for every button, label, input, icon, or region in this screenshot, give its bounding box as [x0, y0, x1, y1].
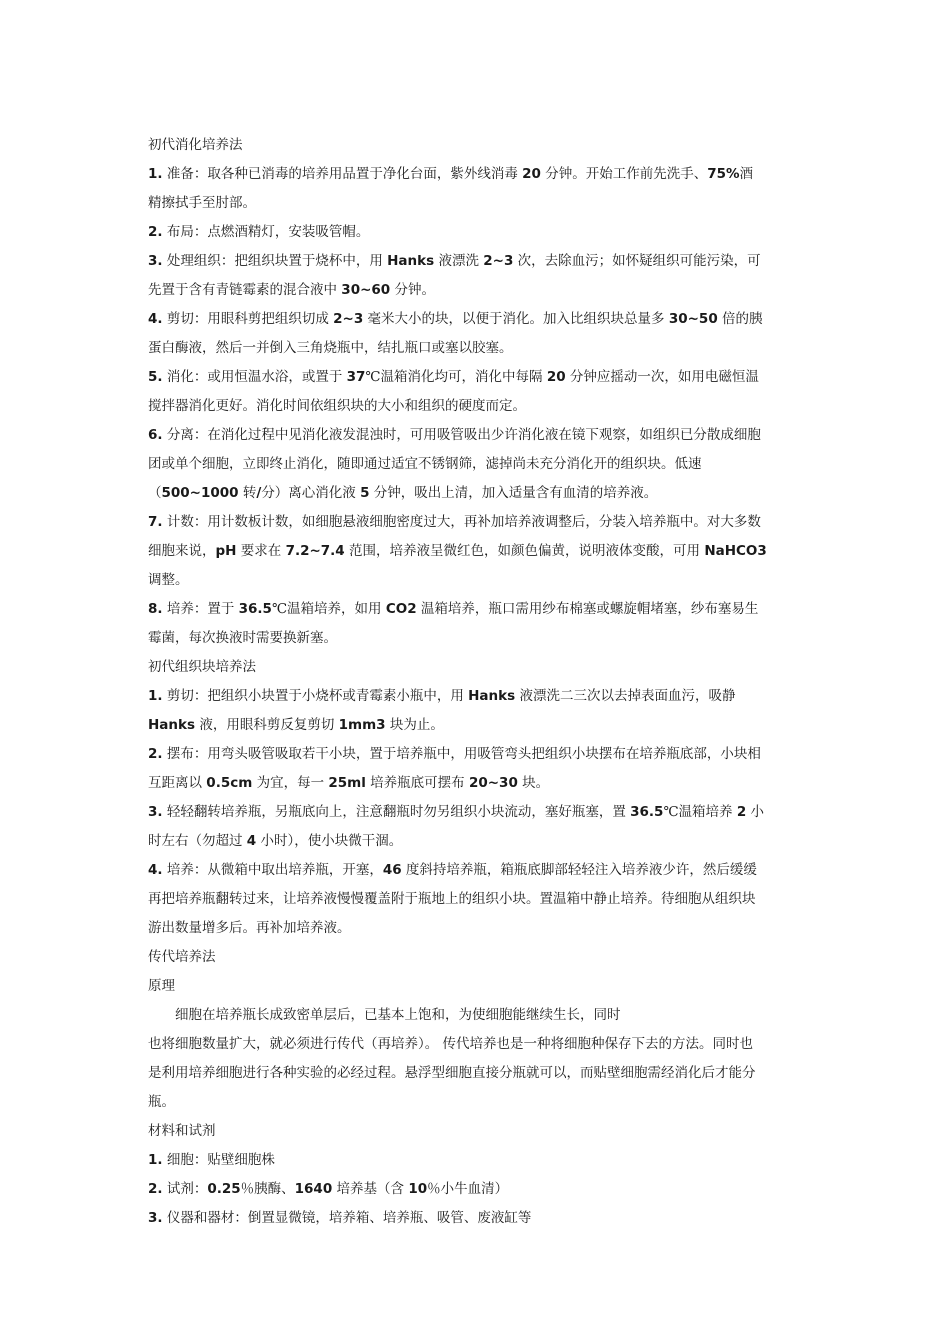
text-run: 准备：取各种已消毒的培养用品置于净化台面，紫外线消毒 — [166, 166, 523, 182]
item-number: 3. — [148, 253, 163, 269]
bold-value: 10 — [408, 1181, 428, 1197]
text-run: 倍的胰 — [717, 311, 763, 327]
item-number: 3. — [148, 1210, 163, 1226]
text-run: ℃温箱消化均可，消化中每隔 — [365, 369, 547, 385]
text-run: ℃温箱培养，如用 — [271, 601, 386, 617]
bold-value: 2 — [736, 804, 747, 820]
text-run: ℃温箱培养 — [663, 804, 737, 820]
text-run: 分钟。 — [390, 282, 435, 298]
text-run: ％小牛血清） — [427, 1181, 509, 1197]
text-run: 细胞：贴壁细胞株 — [166, 1152, 275, 1168]
text-run: 先置于含有青链霉素的混合液中 — [148, 282, 342, 298]
text-run: 布局：点燃酒精灯，安装吸管帽。 — [166, 224, 370, 240]
list-item — [148, 1175, 808, 1204]
text-run: 消化：或用恒温水浴，或置于 — [166, 369, 347, 385]
text-line — [148, 769, 808, 798]
bold-value: Hanks — [387, 253, 435, 269]
list-item — [148, 856, 808, 943]
list-item — [148, 1204, 808, 1233]
text-line — [148, 276, 808, 305]
text-run: 范围，培养液呈微红色，如颜色偏黄，说明液体变酸，可用 — [344, 543, 705, 559]
text-run: 酒 — [739, 166, 754, 182]
text-run: 液，用眼科剪反复剪切 — [195, 717, 339, 733]
text-run: 分钟应摇动一次，如用电磁恒温 — [565, 369, 759, 385]
text-run: 再把培养瓶翻转过来，让培养液慢慢覆盖附于瓶地上的组织小块。置温箱中静止培养。待细胞从组织块 — [148, 891, 756, 907]
text-run: 团或单个细胞，立即终止消化，随即通过适宜不锈钢筛，滤掉尚未充分消化开的组织块。低速 — [148, 456, 702, 472]
text-run: 游出数量增多后。再补加培养液。 — [148, 920, 351, 936]
text-line — [148, 508, 808, 537]
bold-value: Hanks — [468, 688, 516, 704]
list-item — [148, 508, 808, 595]
item-number: 2. — [148, 224, 163, 240]
item-number: 2. — [148, 1181, 163, 1197]
item-number: 2. — [148, 746, 163, 762]
text-run: 小时），使小块微干涸。 — [256, 833, 403, 849]
paragraph-line: 细胞在培养瓶长成致密单层后，已基本上饱和，为使细胞能继续生长，同时 — [175, 1007, 621, 1023]
text-run: 分钟，吸出上清，加入适量含有血清的培养液。 — [369, 485, 658, 501]
text-line — [148, 682, 808, 711]
bold-value: 2~3 — [483, 253, 514, 269]
text-line — [148, 160, 808, 189]
list-item — [148, 247, 808, 305]
bold-value: 0.5cm — [206, 775, 253, 791]
item-number: 6. — [148, 427, 163, 443]
text-line — [148, 566, 808, 595]
text-run: 轻轻翻转培养瓶，另瓶底向上，注意翻瓶时勿另组织小块流动，塞好瓶塞，置 — [166, 804, 631, 820]
text-run: 仪器和器材：倒置显微镜，培养箱、培养瓶、吸管、废液缸等 — [166, 1210, 532, 1226]
paragraph-line: 也将细胞数量扩大，就必须进行传代（再培养）。 传代培养也是一种将细胞种保存下去的方法。同时也 — [148, 1036, 754, 1052]
text-line — [148, 392, 808, 421]
text-run: 培养：从微箱中取出培养瓶，开塞， — [166, 862, 383, 878]
list-item — [148, 1146, 808, 1175]
paragraph — [148, 1001, 808, 1117]
text-run: 细胞来说， — [148, 543, 216, 559]
text-line — [148, 537, 808, 566]
text-line — [148, 740, 808, 769]
item-number: 5. — [148, 369, 163, 385]
item-number: 4. — [148, 311, 163, 327]
text-line — [148, 914, 808, 943]
bold-value: 4 — [246, 833, 257, 849]
text-run: 培养基（含 — [332, 1181, 409, 1197]
text-run: 搅拌器消化更好。消化时间依组织块的大小和组织的硬度而定。 — [148, 398, 526, 414]
document-body — [148, 131, 808, 1233]
text-run: 互距离以 — [148, 775, 207, 791]
text-line — [148, 450, 808, 479]
bold-value: pH — [215, 543, 237, 559]
text-run: 分钟。开始工作前先洗手、 — [540, 166, 708, 182]
text-run: 度斜持培养瓶，箱瓶底脚部轻轻注入培养液少许，然后缓缓 — [401, 862, 757, 878]
bold-value: 0.25 — [207, 1181, 241, 1197]
text-line — [148, 827, 808, 856]
item-number: 4. — [148, 862, 163, 878]
list-item — [148, 421, 808, 508]
text-line — [148, 189, 808, 218]
list-item — [148, 740, 808, 798]
bold-value: 37 — [346, 369, 366, 385]
text-run: 小 — [746, 804, 765, 820]
list-item — [148, 218, 808, 247]
text-run: 毫米大小的块，以便于消化。加入比组织块总量多 — [363, 311, 669, 327]
bold-value: 36.5 — [238, 601, 272, 617]
bold-value: 20 — [522, 166, 541, 182]
text-run: 块。 — [517, 775, 550, 791]
bold-value: 30~60 — [341, 282, 391, 298]
text-run: 试剂： — [166, 1181, 208, 1197]
text-run: （ — [148, 485, 162, 501]
text-run: ％胰酶、 — [240, 1181, 295, 1197]
list-item — [148, 305, 808, 363]
bold-value: 7.2~7.4 — [285, 543, 345, 559]
text-run: 时左右（勿超过 — [148, 833, 247, 849]
bold-value: NaHCO3 — [704, 543, 767, 559]
item-number: 3. — [148, 804, 163, 820]
text-line — [148, 334, 808, 363]
text-run: 剪切：把组织小块置于小烧杯或青霉素小瓶中，用 — [166, 688, 469, 704]
bold-value: 1640 — [294, 1181, 333, 1197]
paragraph-line: 是利用培养细胞进行各种实验的必经过程。悬浮型细胞直接分瓶就可以，而贴壁细胞需经消化后才能分 — [148, 1065, 756, 1081]
section — [148, 653, 808, 943]
subsection-title: 材料和试剂 — [148, 1123, 216, 1139]
text-line — [148, 798, 808, 827]
bold-value: 30~50 — [668, 311, 718, 327]
bold-value: 5 — [360, 485, 370, 501]
text-run: 转 — [238, 485, 257, 501]
bold-value: 500~1000 — [161, 485, 239, 501]
bold-value: / — [256, 485, 262, 501]
item-number: 1. — [148, 1152, 163, 1168]
item-number: 1. — [148, 688, 163, 704]
text-run: 液漂洗二三次以去掉表面血污，吸静 — [515, 688, 736, 704]
text-line — [148, 711, 808, 740]
text-line — [148, 1204, 808, 1233]
text-line — [148, 1146, 808, 1175]
text-line — [148, 856, 808, 885]
text-line — [148, 624, 808, 653]
bold-value: 46 — [382, 862, 402, 878]
text-run: 分离：在消化过程中见消化液发混浊时，可用吸管吸出少许消化液在镜下观察，如组织已分散成细胞 — [166, 427, 761, 443]
list-item — [148, 798, 808, 856]
text-run: 处理组织：把组织块置于烧杯中，用 — [166, 253, 388, 269]
item-number: 7. — [148, 514, 163, 530]
text-line — [148, 595, 808, 624]
section-title: 传代培养法 — [148, 949, 216, 965]
bold-value: 20~30 — [468, 775, 518, 791]
text-run: 要求在 — [236, 543, 286, 559]
paragraph-line: 瓶。 — [148, 1094, 175, 1110]
text-line — [148, 218, 808, 247]
text-line — [148, 363, 808, 392]
text-run: 培养：置于 — [166, 601, 239, 617]
text-run: 块为止。 — [385, 717, 444, 733]
text-line — [148, 421, 808, 450]
section — [148, 943, 808, 1233]
bold-value: 1mm3 — [338, 717, 386, 733]
text-run: 培养瓶底可摆布 — [365, 775, 469, 791]
list-item — [148, 682, 808, 740]
text-line — [148, 305, 808, 334]
text-run: 计数：用计数板计数，如细胞悬液细胞密度过大，再补加培养液调整后，分装入培养瓶中。对大多数 — [166, 514, 761, 530]
section — [148, 131, 808, 653]
section-title: 初代消化培养法 — [148, 137, 243, 153]
item-number: 8. — [148, 601, 163, 617]
list-item — [148, 160, 808, 218]
text-line — [148, 885, 808, 914]
list-item — [148, 595, 808, 653]
bold-value: 2~3 — [333, 311, 364, 327]
text-line — [148, 1175, 808, 1204]
text-run: 为宜，每一 — [252, 775, 329, 791]
list-item — [148, 363, 808, 421]
text-line — [148, 479, 808, 508]
text-run: 调整。 — [148, 572, 189, 588]
subsection-title: 原理 — [148, 978, 175, 994]
bold-value: Hanks — [148, 717, 196, 733]
bold-value: 75% — [707, 166, 740, 182]
bold-value: 20 — [546, 369, 566, 385]
bold-value: 25ml — [328, 775, 366, 791]
text-run: 霉菌，每次换液时需要换新塞。 — [148, 630, 337, 646]
text-run: 蛋白酶液，然后一并倒入三角烧瓶中，结扎瓶口或塞以胶塞。 — [148, 340, 513, 356]
text-run: 次，去除血污；如怀疑组织可能污染，可 — [513, 253, 761, 269]
text-line — [148, 247, 808, 276]
item-number: 1. — [148, 166, 163, 182]
bold-value: 36.5 — [630, 804, 664, 820]
text-run: 液漂洗 — [434, 253, 484, 269]
text-run: 剪切：用眼科剪把组织切成 — [166, 311, 334, 327]
bold-value: CO2 — [385, 601, 417, 617]
section-title: 初代组织块培养法 — [148, 659, 256, 675]
text-run: 温箱培养，瓶口需用纱布棉塞或螺旋帽堵塞，纱布塞易生 — [416, 601, 759, 617]
text-run: 精擦拭手至肘部。 — [148, 195, 256, 211]
text-run: 分）离心消化液 — [261, 485, 361, 501]
text-run: 摆布：用弯头吸管吸取若干小块，置于培养瓶中，用吸管弯头把组织小块摆布在培养瓶底部，小块相 — [166, 746, 761, 762]
